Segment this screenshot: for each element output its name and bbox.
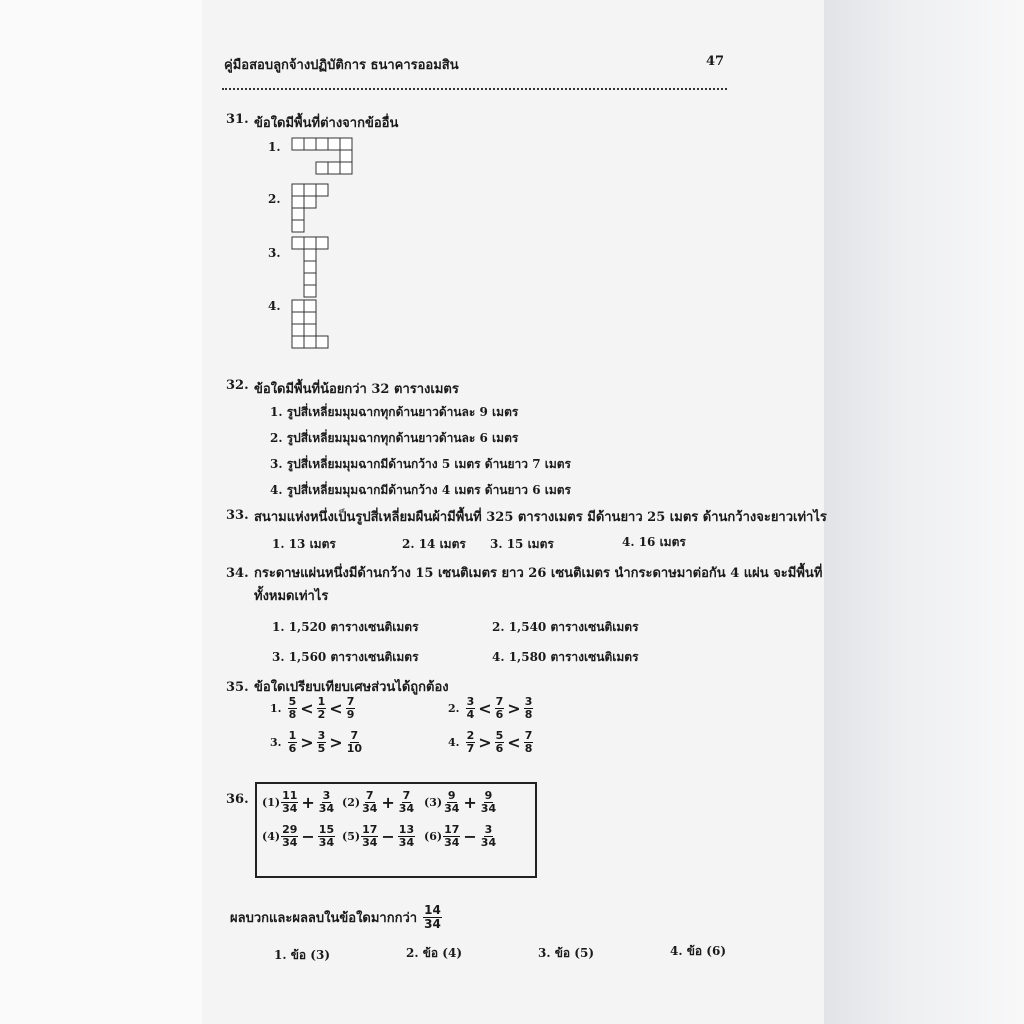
fraction: $\frac{17}{34}$: [362, 823, 378, 849]
q32-option-4: 4. รูปสี่เหลี่ยมมุมฉากมีด้านกว้าง 4 เมตร ด้านยาว 6 เมตร: [270, 483, 571, 497]
q36-option-4: 4. ข้อ (6): [670, 944, 726, 958]
less-than-sign: <: [300, 699, 314, 718]
q31-option-1-label: 1.: [268, 140, 281, 154]
q34-option-3: 3. 1,560 ตารางเซนติเมตร: [272, 650, 419, 664]
q33-number: 33.: [226, 508, 249, 523]
q36-number: 36.: [226, 792, 249, 807]
q34-option-2: 2. 1,540 ตารางเซนติเมตร: [492, 620, 639, 634]
q35-number: 35.: [226, 680, 249, 695]
q35-option-3-label: 3.: [270, 736, 282, 749]
fraction: $\frac{9}{34}$: [444, 789, 460, 815]
q36-question-text: ผลบวกและผลลบในข้อใดมากกว่า: [230, 911, 418, 926]
q34-text-line2: ทั้งหมดเท่าไร: [254, 589, 329, 604]
fraction: $\frac{7}{6}$: [495, 695, 504, 721]
fraction: $\frac{1}{2}$: [317, 695, 326, 721]
running-header-title: คู่มือสอบลูกจ้างปฏิบัติการ ธนาคารออมสิน: [224, 58, 459, 73]
q35-option-1-label: 1.: [270, 702, 282, 715]
fraction: $\frac{3}{34}$: [480, 823, 497, 849]
fraction: $\frac{5}{8}$: [288, 695, 297, 721]
q36-item-1: (1) $\frac{11}{34}$ + $\frac{3}{34}$: [262, 789, 335, 815]
fraction: $\frac{11}{34}$: [282, 789, 298, 815]
less-than-sign: <: [507, 733, 521, 752]
q34-option-4: 4. 1,580 ตารางเซนติเมตร: [492, 650, 639, 664]
q36-item-6: (6) $\frac{17}{34}$ − $\frac{3}{34}$: [424, 823, 497, 849]
q32-option-3: 3. รูปสี่เหลี่ยมมุมฉากมีด้านกว้าง 5 เมตร ด้านยาว 7 เมตร: [270, 457, 571, 471]
q34-option-1: 1. 1,520 ตารางเซนติเมตร: [272, 620, 419, 634]
q35-option-2: [448, 696, 534, 721]
q33-option-3: 3. 15 เมตร: [490, 537, 554, 551]
fraction: $\frac{14}{34}$: [424, 903, 441, 931]
q33-option-1: 1. 13 เมตร: [272, 537, 336, 551]
fraction: $\frac{3}{8}$: [524, 695, 533, 721]
less-than-sign: <: [478, 699, 492, 718]
q32-option-2: 2. รูปสี่เหลี่ยมมุมฉากทุกด้านยาวด้านละ 6 เมตร: [270, 431, 519, 445]
q31-option-3-figure: [291, 236, 331, 300]
q35-text: ข้อใดเปรียบเทียบเศษส่วนได้ถูกต้อง: [254, 680, 449, 695]
page-number: 47: [706, 54, 725, 69]
header-divider: [222, 88, 727, 90]
q35-option-2-label: 2.: [448, 702, 460, 715]
q31-option-2-label: 2.: [268, 192, 281, 206]
q35-option-4: [448, 730, 534, 755]
q32-number: 32.: [226, 378, 249, 393]
q31-option-3-label: 3.: [268, 246, 281, 260]
fraction: $\frac{1}{6}$: [288, 729, 297, 755]
q33-option-2: 2. 14 เมตร: [402, 537, 466, 551]
q36-item-4: (4) $\frac{29}{34}$ − $\frac{15}{34}$: [262, 823, 335, 849]
greater-than-sign: >: [478, 733, 492, 752]
q31-option-4-label: 4.: [268, 299, 281, 313]
q34-number: 34.: [226, 566, 249, 581]
q32-text: ข้อใดมีพื้นที่น้อยกว่า 32 ตารางเมตร: [254, 382, 459, 397]
fraction: $\frac{7}{34}$: [398, 789, 415, 815]
less-than-sign: <: [329, 699, 343, 718]
q31-text: ข้อใดมีพื้นที่ต่างจากข้ออื่น: [254, 116, 399, 131]
fraction: $\frac{13}{34}$: [398, 823, 415, 849]
q32-option-1: 1. รูปสี่เหลี่ยมมุมฉากทุกด้านยาวด้านละ 9 เมตร: [270, 405, 519, 419]
greater-than-sign: >: [329, 733, 343, 752]
fraction: $\frac{9}{34}$: [480, 789, 497, 815]
fraction: $\frac{7}{10}$: [346, 729, 363, 755]
fraction: $\frac{3}{34}$: [318, 789, 335, 815]
q34-text-line1: กระดาษแผ่นหนึ่งมีด้านกว้าง 15 เซนติเมตร ยาว 26 เซนติเมตร นำกระดาษมาต่อกัน 4 แผ่น จะมีพื้นที่: [254, 566, 823, 581]
page-shadow-right: [824, 0, 1024, 1024]
q35-option-4-label: 4.: [448, 736, 460, 749]
fraction: $\frac{7}{8}$: [524, 729, 533, 755]
greater-than-sign: >: [300, 733, 314, 752]
fraction: $\frac{2}{7}$: [466, 729, 475, 755]
q31-number: 31.: [226, 112, 249, 127]
fraction: $\frac{5}{6}$: [495, 729, 504, 755]
fraction: $\frac{3}{5}$: [317, 729, 326, 755]
q36-option-2: 2. ข้อ (4): [406, 946, 462, 960]
q35-option-3: [270, 730, 364, 755]
q31-option-4-figure: [291, 299, 331, 349]
q33-text: สนามแห่งหนึ่งเป็นรูปสี่เหลี่ยมผืนผ้ามีพื้นที่ 325 ตารางเมตร มีด้านยาว 25 เมตร ด้านกว้างจะยาวเท่าไร: [254, 510, 827, 525]
fraction: $\frac{7}{34}$: [362, 789, 378, 815]
fraction: $\frac{7}{9}$: [346, 695, 355, 721]
fraction: $\frac{3}{4}$: [466, 695, 475, 721]
scan-background-left: [0, 0, 202, 1024]
fraction: $\frac{15}{34}$: [318, 823, 335, 849]
fraction: $\frac{29}{34}$: [282, 823, 298, 849]
q36-option-3: 3. ข้อ (5): [538, 946, 594, 960]
greater-than-sign: >: [507, 699, 521, 718]
q36-option-1: 1. ข้อ (3): [274, 948, 330, 962]
q31-option-2-figure: [291, 183, 331, 235]
q33-option-4: 4. 16 เมตร: [622, 535, 686, 549]
q35-option-1: [270, 696, 356, 721]
fraction: $\frac{17}{34}$: [444, 823, 460, 849]
q36-question: [230, 904, 443, 931]
q31-option-1-figure: [291, 137, 353, 175]
q36-item-3: (3) $\frac{9}{34}$ + $\frac{9}{34}$: [424, 789, 497, 815]
q36-item-2: (2) $\frac{7}{34}$ + $\frac{7}{34}$: [342, 789, 415, 815]
q36-item-5: (5) $\frac{17}{34}$ − $\frac{13}{34}$: [342, 823, 415, 849]
